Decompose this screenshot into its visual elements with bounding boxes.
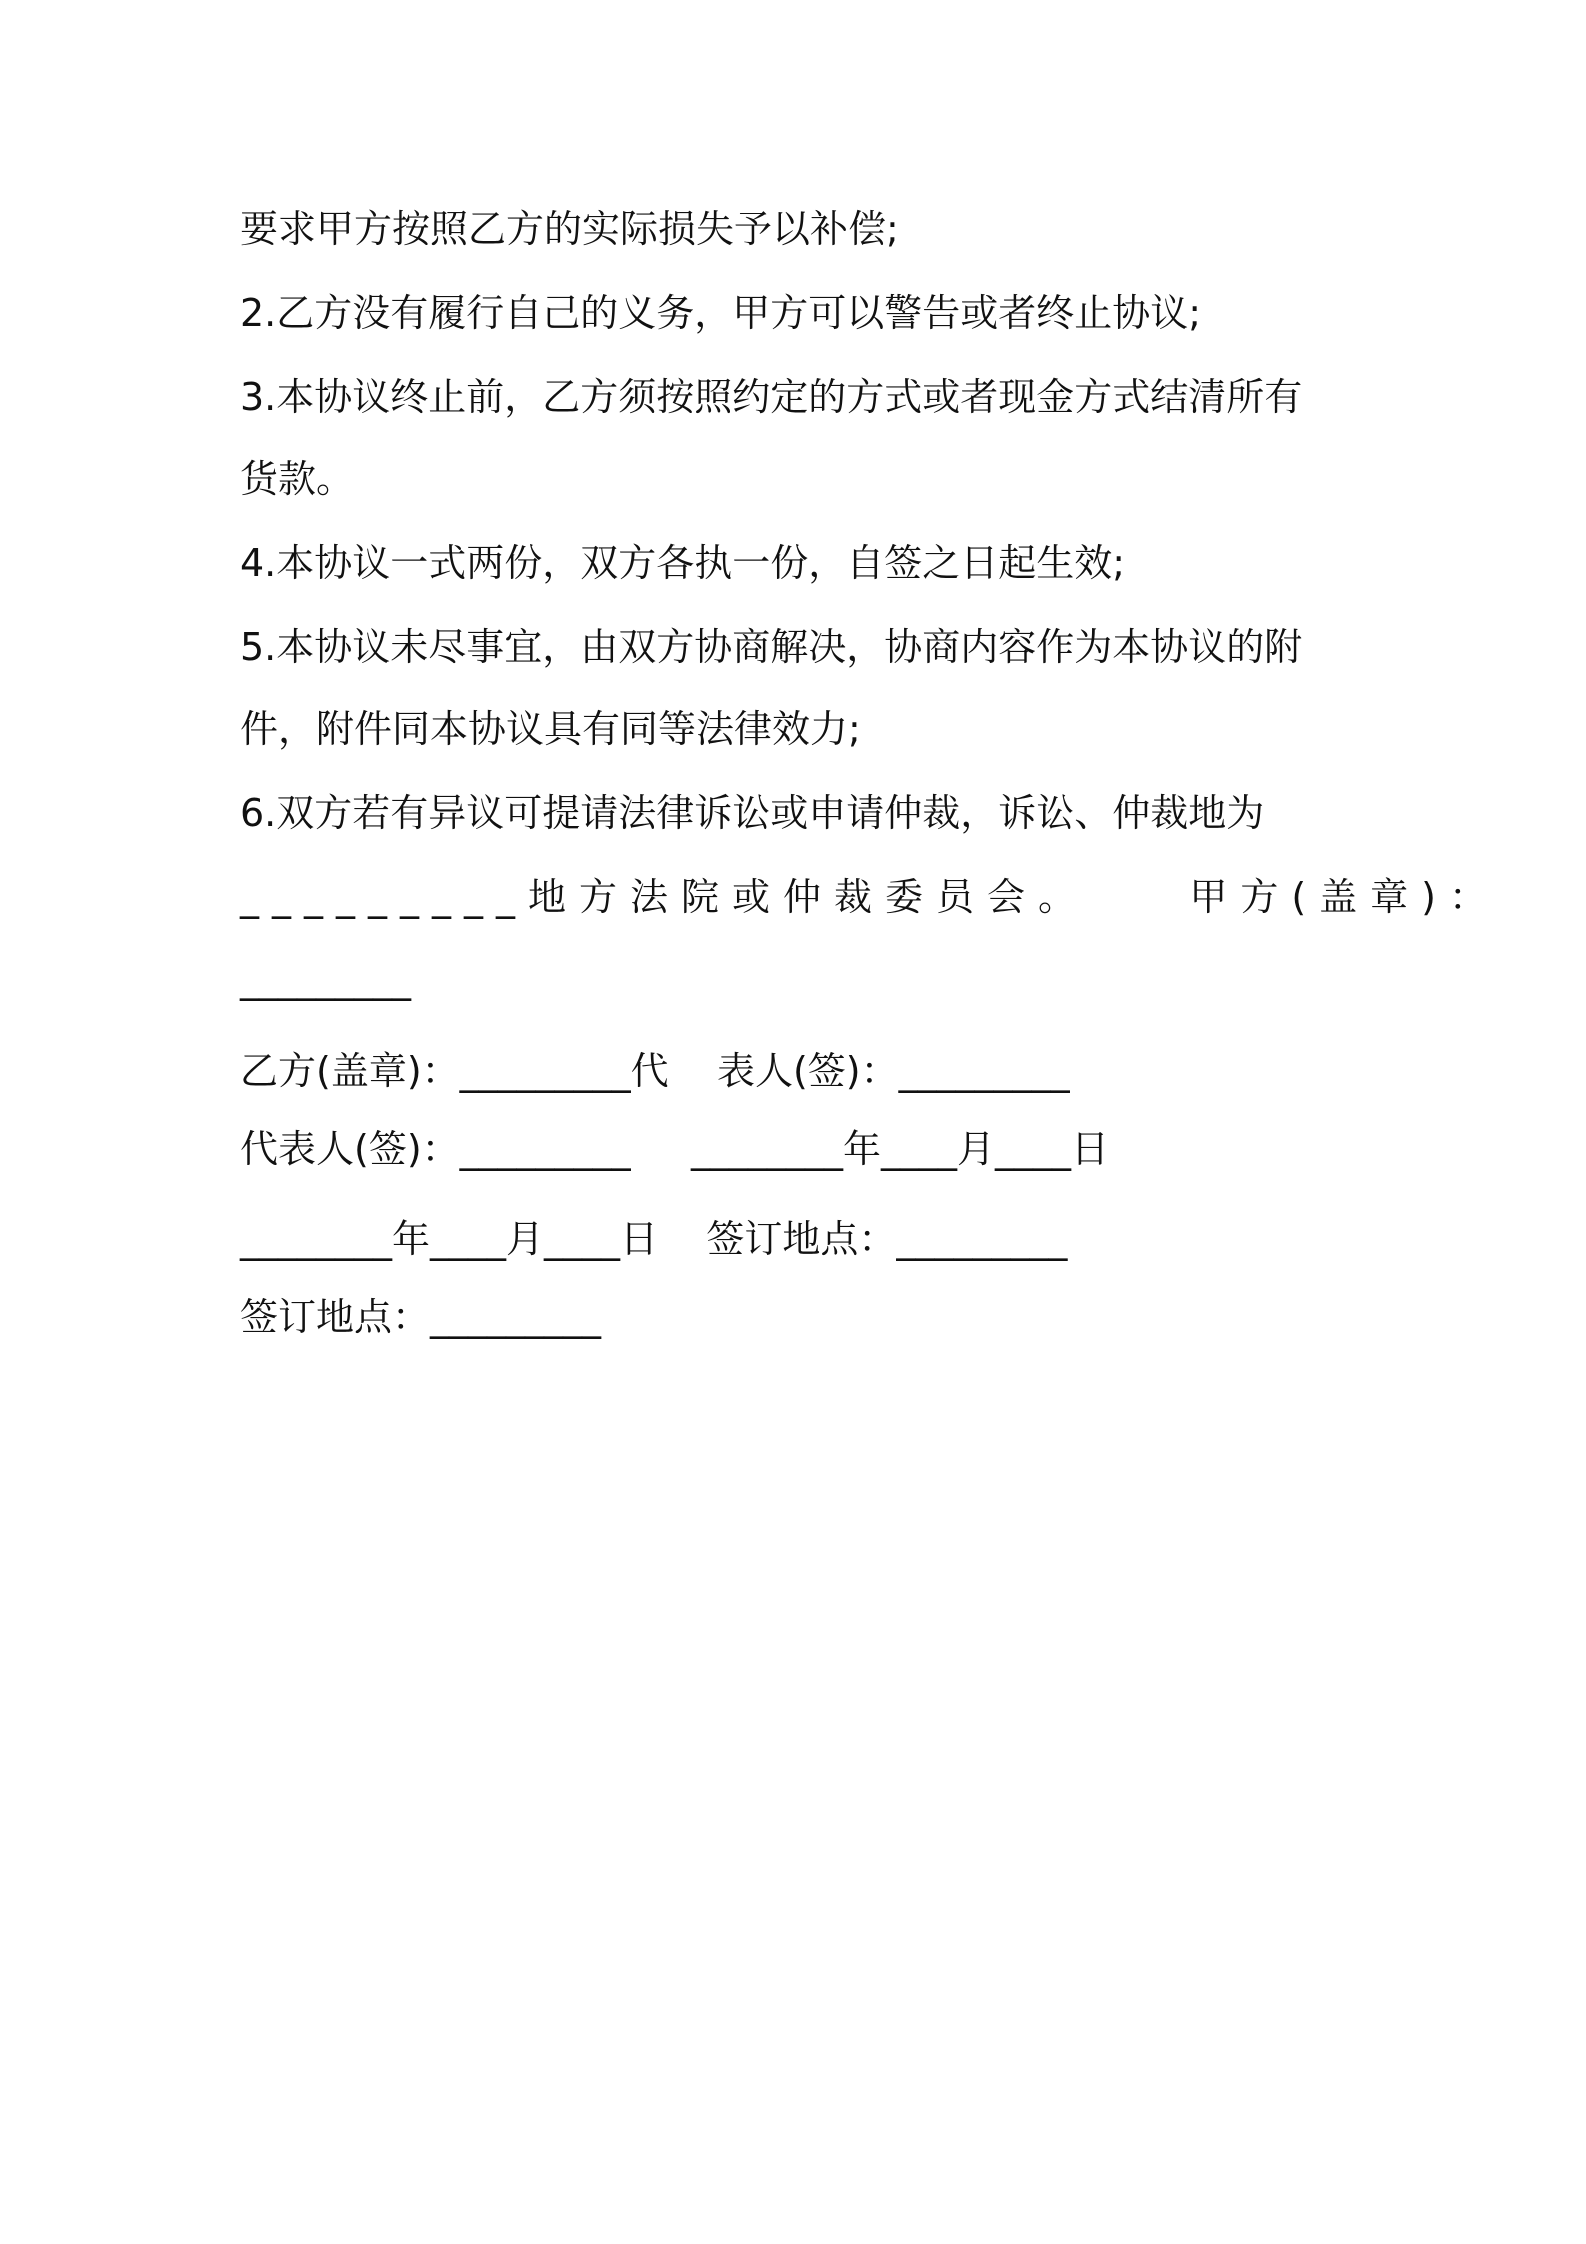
clause-3: 3.本协议终止前，乙方须按照约定的方式或者现金方式结清所有 [240,375,1303,419]
clause-5: 5.本协议未尽事宜，由双方协商解决，协商内容作为本协议的附 [240,625,1303,669]
clause-5-continued: 件，附件同本协议具有同等法律效力; [240,707,861,751]
clause-6: 6.双方若有异议可提请法律诉讼或申请仲裁，诉讼、仲裁地为 [240,791,1265,835]
date-signing-place-line: ________年____月____日 签订地点：_________ [240,1217,1068,1261]
clause-4: 4.本协议一式两份，双方各执一份，自签之日起生效; [240,541,1126,585]
party-a-seal-blank: _________ [240,957,411,1001]
clause-6-continued-party-a-seal: _________地方法院或仲裁委员会。 甲方(盖章)： [240,875,1500,919]
body-line-compensation: 要求甲方按照乙方的实际损失予以补偿; [240,207,899,251]
clause-3-continued: 货款。 [240,457,355,501]
party-b-seal-line: 乙方(盖章)：_________代 表人(签)：_________ [240,1049,1070,1093]
signing-place-line: 签订地点：_________ [240,1295,602,1339]
representative-date-line: 代表人(签)：_________ ________年____月____日 [240,1127,1110,1171]
clause-2: 2.乙方没有履行自己的义务，甲方可以警告或者终止协议; [240,291,1202,335]
